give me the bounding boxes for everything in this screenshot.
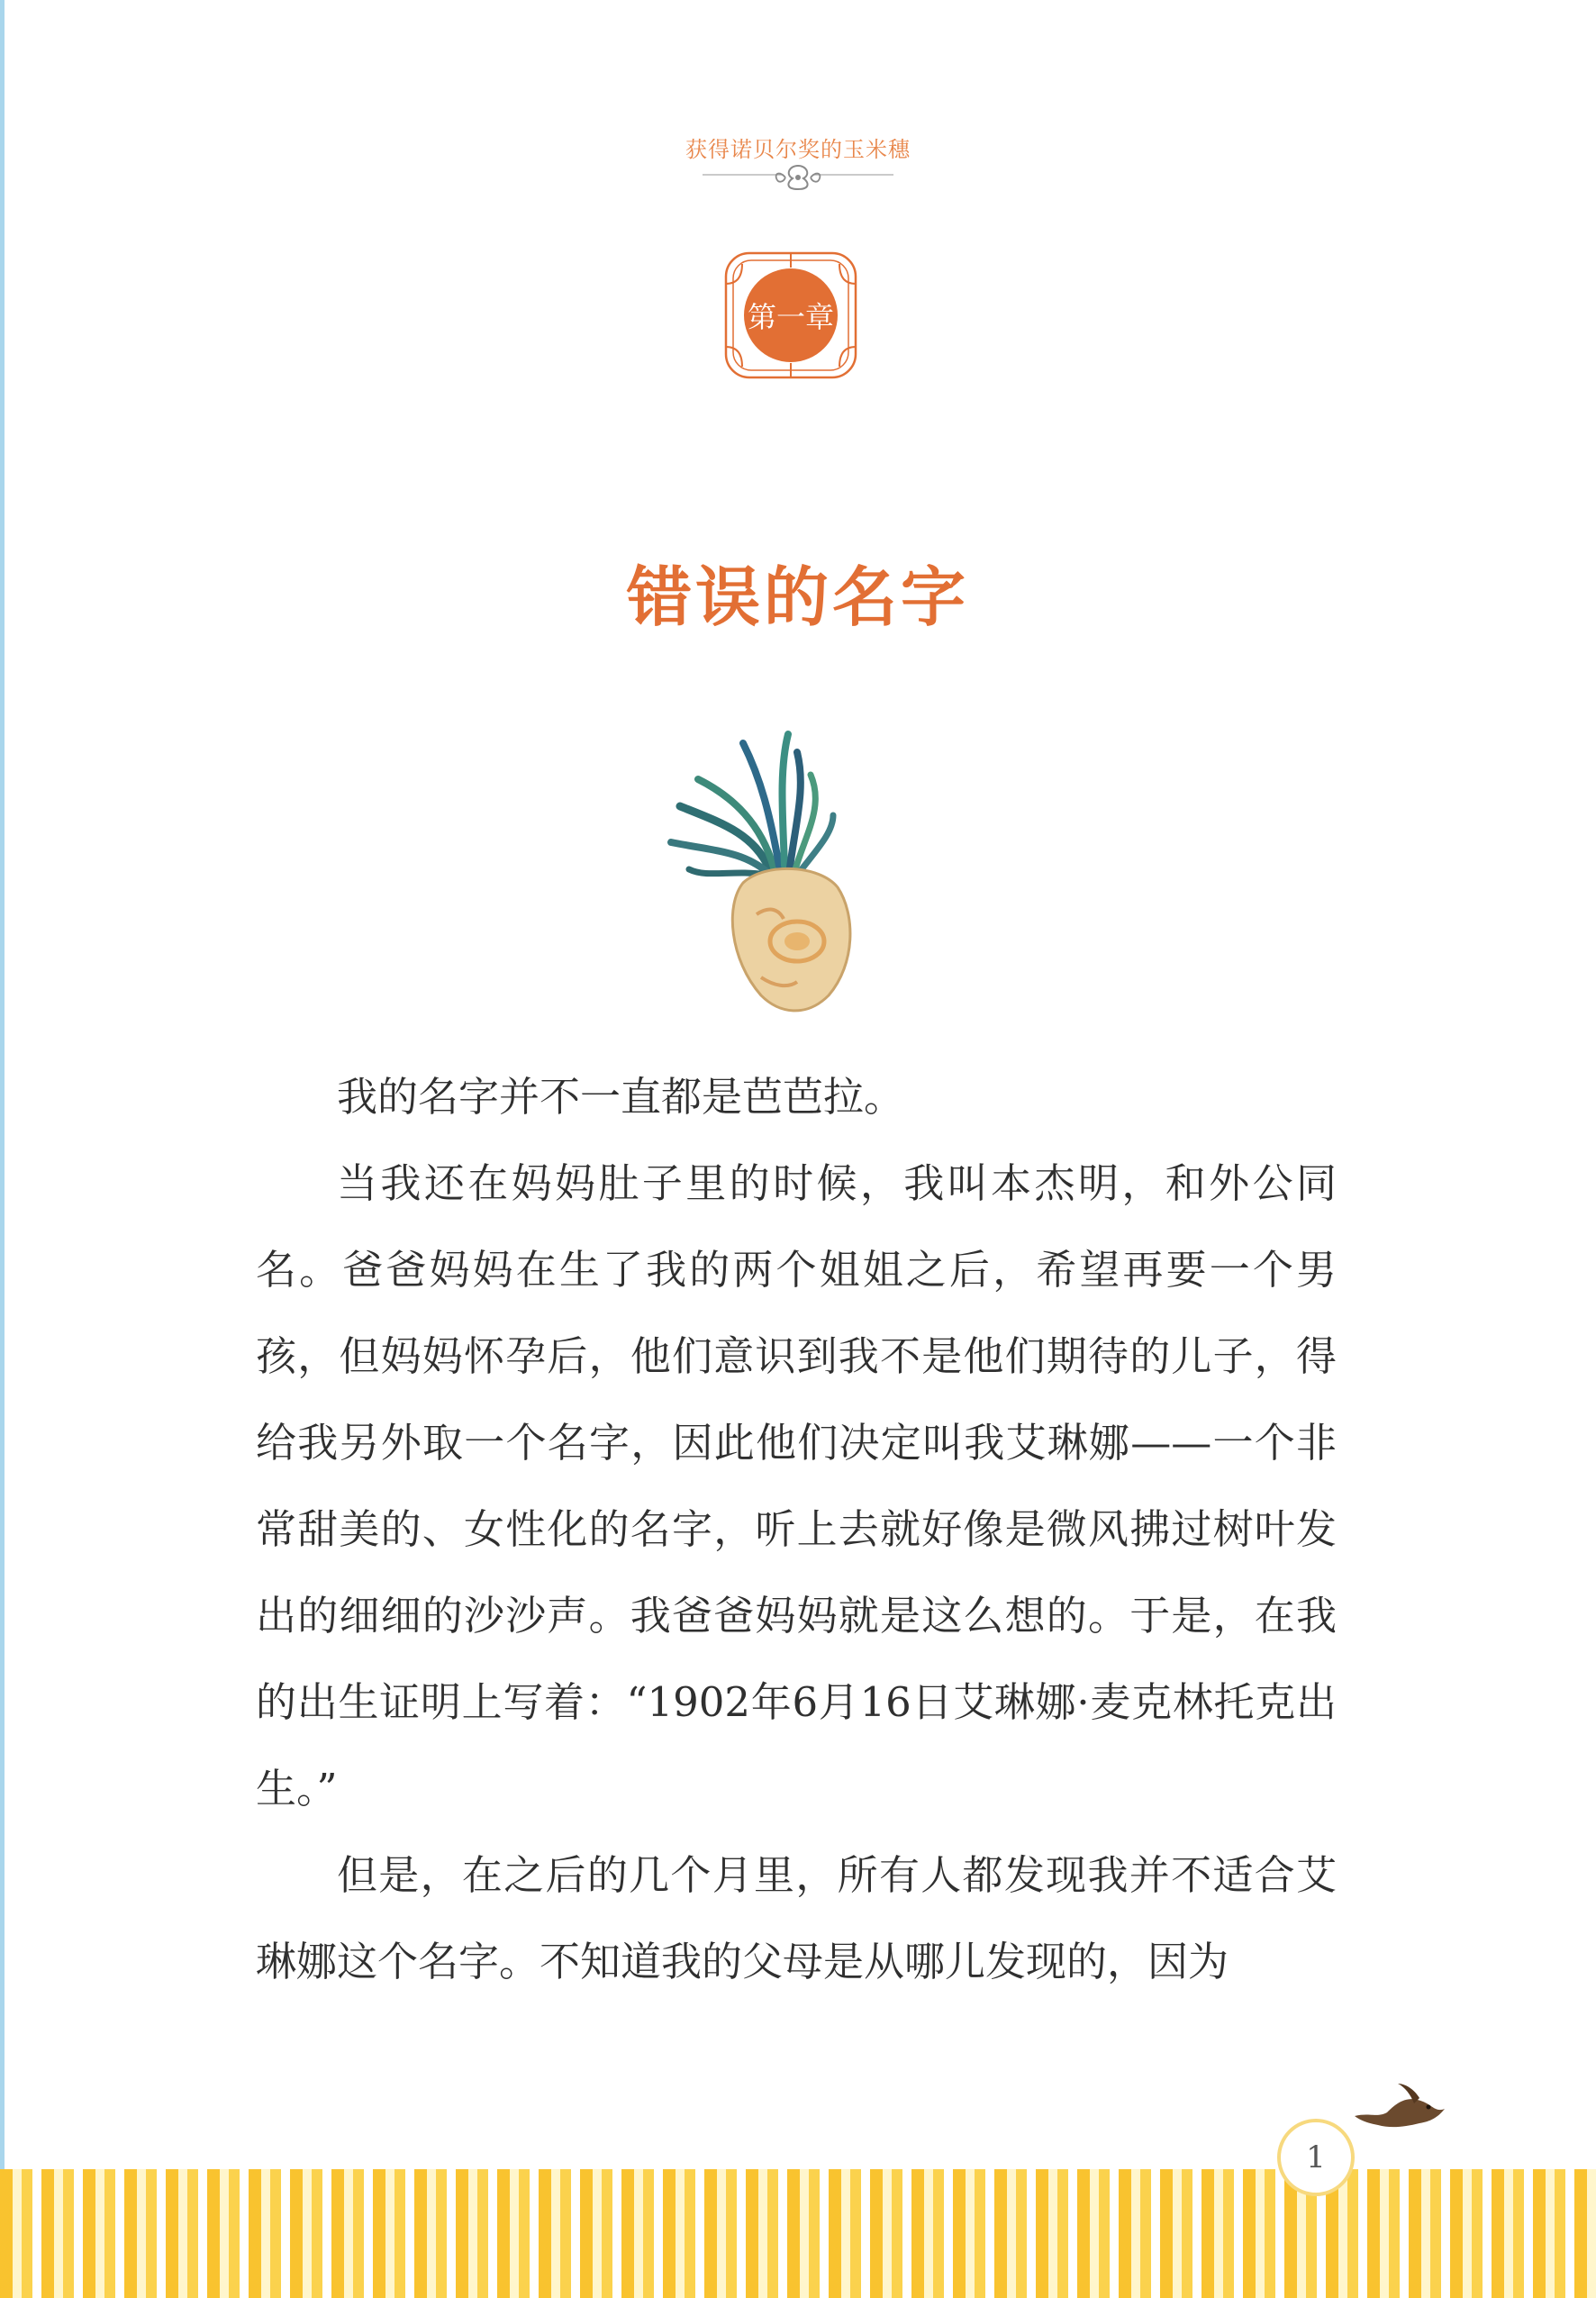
left-page-edge <box>0 0 5 2298</box>
chapter-label: 第一章 <box>747 300 834 334</box>
header-ornament-icon <box>699 162 897 195</box>
running-header: 获得诺贝尔奖的玉米穗 <box>685 137 911 162</box>
body-text <box>256 1054 1337 2005</box>
bird-icon <box>1351 2076 1450 2139</box>
chapter-title: 错误的名字 <box>626 559 969 635</box>
celeriac-illustration-icon <box>662 725 896 1022</box>
decorative-stripe-band <box>0 2169 1596 2298</box>
paragraph: 当我还在妈妈肚子里的时候，我叫本杰明，和外公同名。爸爸妈妈在生了我的两个姐姐之后，希望再要一个男孩，但妈妈怀孕后，他们意识到我不是他们期待的儿子，得给我另外取一个名字，因此他们决定叫我艾琳娜——一个非常甜美的、女性化的名字，听上去就好像是微风拂过树叶发出的细细的沙沙声。我爸爸妈妈就是这么想的。于是，在我的出生证明上写着：“1902年6月16日艾琳娜·麦克林托克出生。” <box>256 1159 1337 1812</box>
page-number: 1 <box>1277 2119 1355 2196</box>
paragraph: 但是，在之后的几个月里，所有人都发现我并不适合艾琳娜这个名字。不知道我的父母是从哪儿发现的，因为 <box>256 1851 1337 1985</box>
paragraph: 我的名字并不一直都是芭芭拉。 <box>337 1073 905 1121</box>
